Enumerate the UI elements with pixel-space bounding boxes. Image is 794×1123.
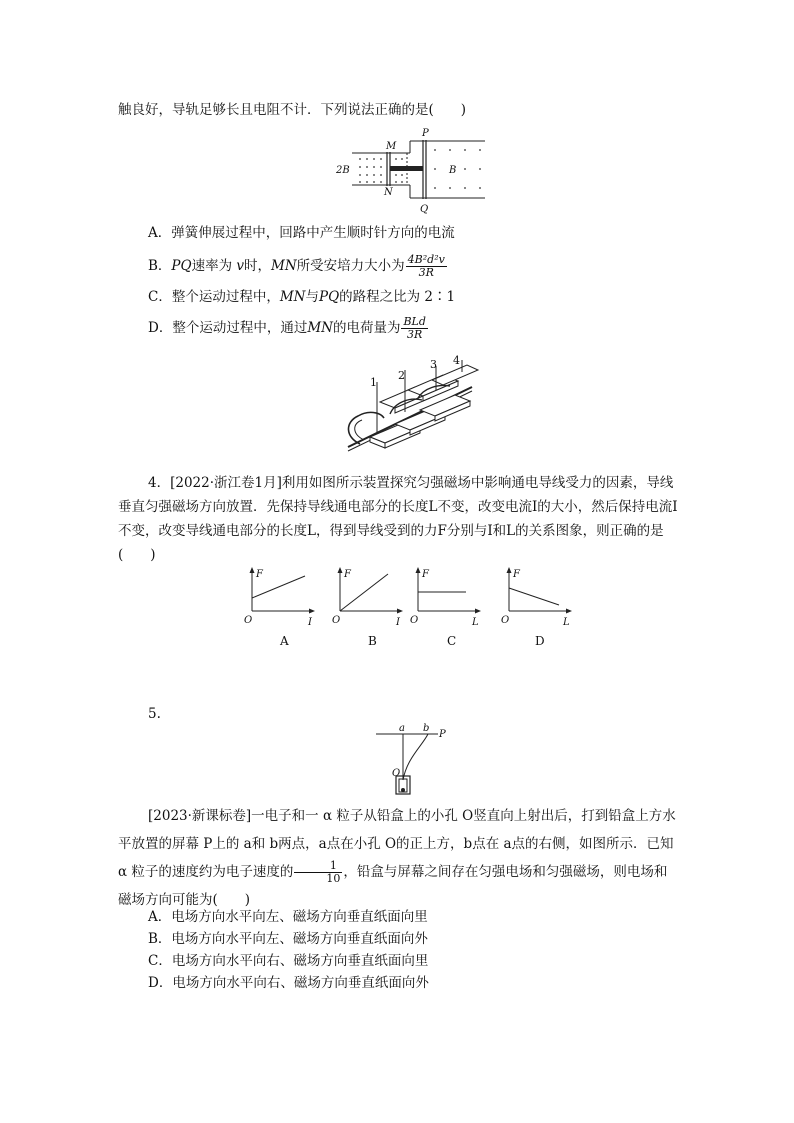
x-axis-label: L bbox=[472, 617, 479, 628]
origin-label: O bbox=[244, 615, 253, 626]
q5-option-c: C．电场方向水平向右、磁场方向垂直纸面向里 bbox=[148, 953, 429, 969]
q4-graph-b bbox=[328, 566, 408, 628]
label-m: M bbox=[386, 141, 397, 152]
origin-label: O bbox=[501, 615, 510, 626]
label-2b: 2B bbox=[336, 165, 350, 176]
graph-label-a: A bbox=[280, 634, 289, 648]
lead-label-3: 3 bbox=[430, 358, 437, 371]
q5-stem: [2023·新课标卷]一电子和一 α 粒子从铅盒上的小孔 O竖直向上射出后，打到铅盒上方水平放置的屏幕 P上的 a和 b两点，a点在小孔 O的正上方，b点在 a点的右侧，如图所示．已知 α 粒子的速度约为电子速度的 $\frac{1}{10}$ ，铅盒与屏幕之间存在匀强电场和匀强磁场，则电场和磁场方向可能为( ) bbox=[118, 808, 676, 908]
q3-option-d: D．整个运动过程中，通过MN的电荷量为 $\frac{\text{BLd}}{3R}$ bbox=[148, 315, 426, 341]
origin-label: O bbox=[410, 615, 419, 626]
lead-label-4: 4 bbox=[453, 354, 460, 367]
q4-apparatus-figure bbox=[340, 352, 480, 462]
y-axis-label: F bbox=[513, 569, 520, 580]
y-axis-label: F bbox=[256, 569, 263, 580]
graph-label-c: C bbox=[447, 634, 457, 648]
origin-label: O bbox=[332, 615, 341, 626]
label-o: O bbox=[392, 768, 401, 779]
lead-label-2: 2 bbox=[398, 369, 405, 382]
label-a: a bbox=[399, 723, 405, 734]
graph-label-b: B bbox=[368, 634, 377, 648]
q5-figure bbox=[374, 718, 454, 800]
q3-intro: 触良好，导轨足够长且电阻不计．下列说法正确的是( ) bbox=[118, 102, 467, 118]
label-b: B bbox=[449, 165, 457, 176]
label-q: Q bbox=[420, 204, 429, 215]
x-axis-label: L bbox=[563, 617, 570, 628]
q3-option-b: B．PQ速率为 v时，MN所受安培力大小为 $\frac{\text{4B²d²v}}{3R}$ bbox=[148, 253, 445, 279]
q3-option-c: C．整个运动过程中，MN与PQ的路程之比为 2∶1 bbox=[148, 289, 456, 305]
fraction: $\frac{1}{10}$ bbox=[294, 860, 342, 885]
label-b: b bbox=[423, 723, 430, 734]
x-axis-label: I bbox=[308, 617, 312, 628]
q5-option-d: D．电场方向水平向右、磁场方向垂直纸面向外 bbox=[148, 975, 429, 991]
q5-option-b: B．电场方向水平向左、磁场方向垂直纸面向外 bbox=[148, 931, 428, 947]
fraction: $\frac{\text{BLd}}{3R}$ bbox=[403, 315, 426, 341]
q4-stem: 4．[2022·浙江卷1月]利用如图所示装置探究匀强磁场中影响通电导线受力的因素，导线垂直匀强磁场方向放置．先保持导线通电部分的长度L不变，改变电流I的大小，然后保持电流I不变，改变导线通电部分的长度L，得到导线受到的力F分别与I和L的关系图象，则正确的是( ) bbox=[118, 475, 678, 563]
q4-graph-d bbox=[497, 566, 577, 628]
q5-option-a: A．电场方向水平向左、磁场方向垂直纸面向里 bbox=[148, 909, 428, 925]
q3-rail-figure bbox=[330, 128, 490, 218]
label-n: N bbox=[384, 187, 393, 198]
fraction: $\frac{\text{4B²d²v}}{3R}$ bbox=[407, 253, 445, 279]
graph-label-d: D bbox=[535, 634, 545, 648]
q5-number: 5. bbox=[148, 706, 161, 722]
q3-option-a: A．弹簧伸展过程中，回路中产生顺时针方向的电流 bbox=[148, 225, 455, 241]
y-axis-label: F bbox=[422, 569, 429, 580]
q4-graph-c bbox=[406, 566, 486, 628]
label-p: P bbox=[439, 729, 446, 740]
x-axis-label: I bbox=[396, 617, 400, 628]
y-axis-label: F bbox=[344, 569, 351, 580]
label-p: P bbox=[422, 128, 429, 139]
q4-graph-a bbox=[240, 566, 320, 628]
lead-label-1: 1 bbox=[370, 376, 377, 389]
